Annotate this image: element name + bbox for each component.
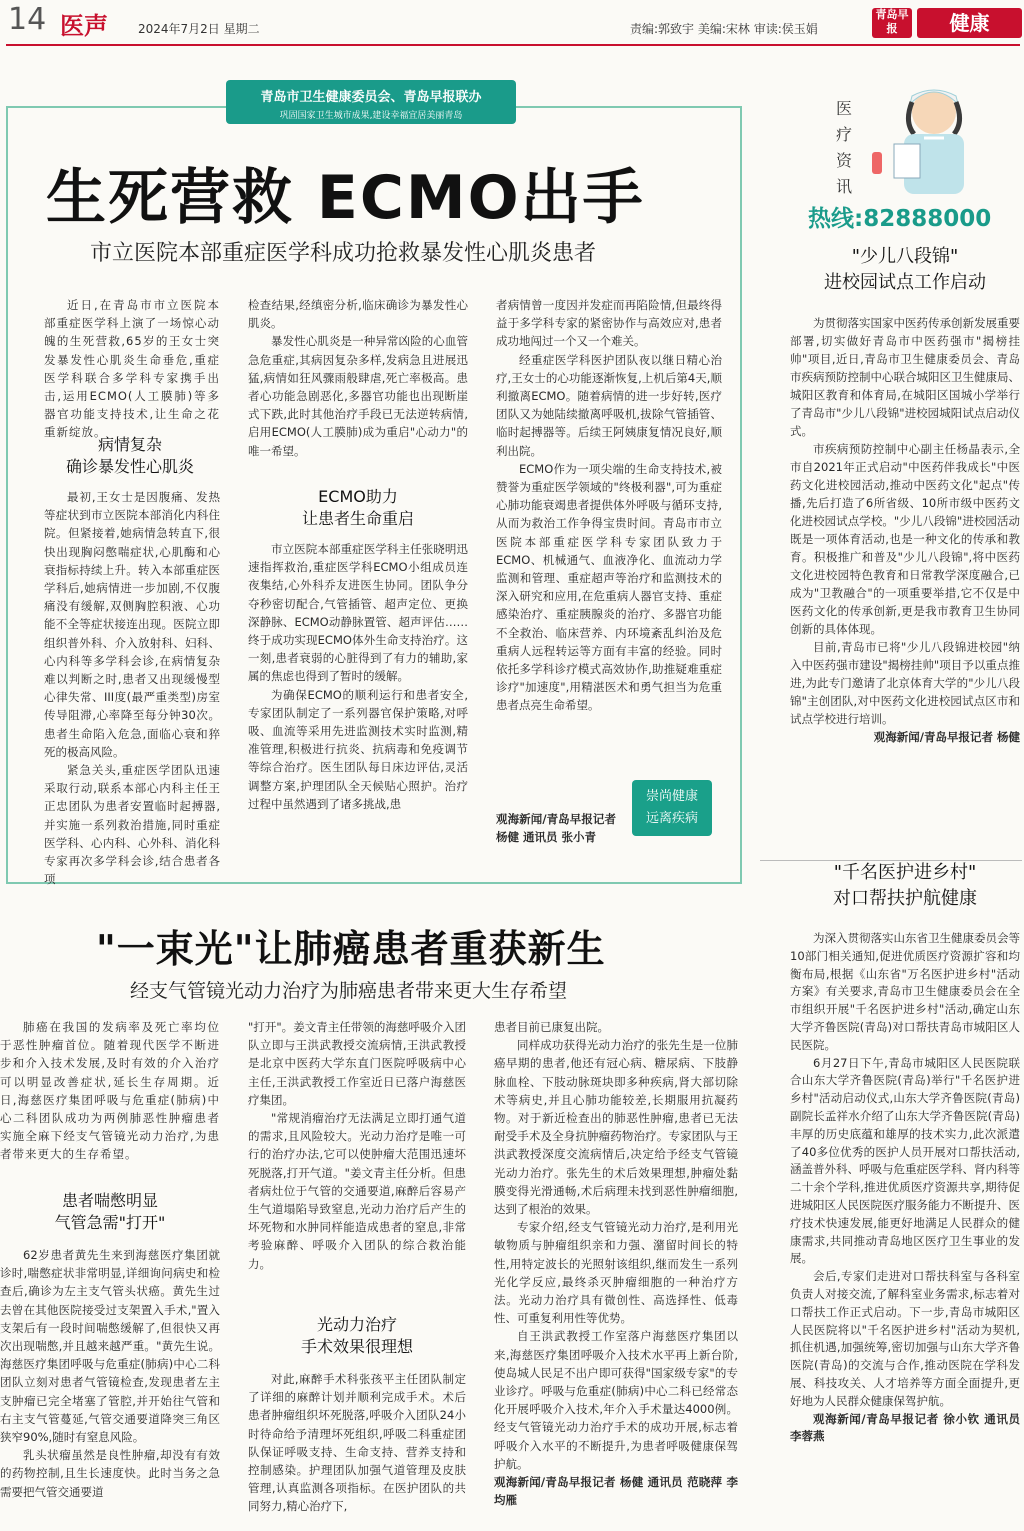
health-slogan-stamp: 崇尚健康 远离疾病 xyxy=(632,780,712,836)
right-a2-byline: 观海新闻/青岛早报记者 徐小钦 通讯员 李蓉燕 xyxy=(790,1411,1020,1444)
article1-col2 xyxy=(248,296,468,460)
article1-col2b xyxy=(248,540,468,813)
article1-p7: 者病情曾一度因并发症而再陷险情,但最终得益于多学科专家的紧密协作与高效应对,患者成功地闯过一个又一个难关。 xyxy=(496,298,722,349)
article2-p2: 乳头状瘤虽然是良性肿瘤,却没有有效的药物控制,且生长速度快。此时当务之急需要把气管交通要道 xyxy=(0,1448,220,1499)
banner-line2: 巩固国家卫生城市成果,建设幸福宜居美丽青岛 xyxy=(279,111,463,121)
right-article2-title: "千名医护进乡村" 对口帮扶护航健康 xyxy=(833,862,977,909)
article2-p5: 对此,麻醉手术科张孩平主任团队制定了详细的麻醉计划并顺利完成手术。术后患者肿瘤组织坏死脱落,呼吸介入团队24小时待命给予清理坏死组织,呼吸二科重症团队保证呼吸支持、生命支持、营养支持和控制感染。护理团队加强气道管理及皮肤管理,认真监测各项指标。在医护团队的共同努力,精心治疗下, xyxy=(248,1372,466,1514)
article2-p3: "打开"。姜文青主任带领的海慈呼吸介入团队立即与王洪武教授交流病情,王洪武教授是北京中医药大学东直门医院呼吸病中心主任,王洪武教授工作室近日已落户海慈医疗集团。 xyxy=(248,1020,466,1107)
article1-col1b xyxy=(44,488,220,888)
article2-subtitle: 经支气管镜光动力治疗为肺癌患者带来更大生存希望 xyxy=(130,980,568,1002)
right-article1-body xyxy=(790,314,1020,746)
article2-title: "一束光"让肺癌患者重获新生 xyxy=(96,927,606,971)
article1-p1: 最初,王女士是因腹痛、发热等症状到市立医院本部消化内科住院。但紧接着,她病情急转直下,很快出现胸闷憋喘症状,心肌酶和心衰指标持续上升。转入本部重症医学科后,她病情进一步加剧,不仅腹痛没有缓解,双侧胸腔积液、心功能不全等症状接连出现。医院立即组织普外科、介入放射科、妇科、心内科等多学科会诊,在病情复杂难以判断之时,患者又出现缓慢型心律失常、III度(最严重类型)房室传导阻滞,心率降至每分钟30次。患者生命陷入危急,面临心衰和猝死的极高风险。 xyxy=(44,490,220,759)
article1-heading1: 病情复杂 确诊暴发性心肌炎 xyxy=(65,435,194,476)
article1-p8: 经重症医学科医护团队夜以继日精心治疗,王女士的心功能逐渐恢复,上机后第4天,顺利撤离ECMO。随着病情的进一步好转,医疗团队又为她陆续撤离呼吸机,拔除气管插管、临时起搏器等。后续王阿姨康复情况良好,顺利出院。 xyxy=(496,352,722,458)
right-a1-p2: 市疾病预防控制中心副主任杨晶表示,全市自2021年正式启动"中医药伴我成长"中医药文化进校园活动,推动中医药文化"起点"传播,先后打造了6所省级、10所市级中医药文化进校园试点学校。"少儿八段锦"进校园活动既是一项体育活动,也是一种文化的传承和教育。积极推广和普及"少儿八段锦",将中医药文化进校园特色教育和日常教学深度融合,已成为"卫教融合"的一项重要举措,它不仅是中医药文化的传承创新,更是我市教育卫生协同创新的具体体现。 xyxy=(790,442,1020,636)
right-a2-p3: 会后,专家们走进对口帮扶科室与各科室负责人对接交流,了解科室业务需求,标志着对口帮扶工作正式启动。下一步,青岛市城阳区人民医院将以"千名医护进乡村"活动为契机,抓住机遇,加强统筹,密切加强与山东大学齐鲁医院(青岛)的交流与合作,推动医院在学科发展、科技攻关、人才培养等方面全面提升,更好地为人民群众健康保驾护航。 xyxy=(790,1269,1020,1408)
right-a1-p1: 为贯彻落实国家中医药传承创新发展重要部署,切实做好青岛市中医药强市"揭榜挂帅"项目,近日,青岛市卫生健康委员会、青岛市疾病预防控制中心联合城阳区卫生健康局、城阳区教育和体育局,在城阳区国城小学举行了青岛市"少儿八段锦"进校园城阳试点启动仪式。 xyxy=(790,316,1020,438)
sponsor-banner xyxy=(226,80,516,124)
section-name: 医声 xyxy=(60,12,108,40)
nurse-illustration-icon xyxy=(864,82,1014,202)
article2-heading1: 患者喘憋明显 气管急需"打开" xyxy=(54,1191,166,1232)
page-header xyxy=(0,0,1024,44)
right-a1-p3: 目前,青岛市已将"少儿八段锦进校园"纳入中医药强市建设"揭榜挂帅"项目予以重点推进,为此专门邀请了北京体育大学的"少儿八段锦"主创团队,对中医药文化进校园试点区市和试点学校进行培训。 xyxy=(790,640,1020,726)
right-a2-p2: 6月27日下午,青岛市城阳区人民医院联合山东大学齐鲁医院(青岛)举行"千名医护进乡村"活动启动仪式,山东大学齐鲁医院(青岛)副院长孟祥水介绍了山东大学齐鲁医院(青岛)丰厚的历史底蕴和雄厚的技术实力,此次派遣了40多位优秀的医护人员开展对口帮扶活动,涵盖普外科、呼吸与危重症医学科、肾内科等二十余个学科,推进优质医疗资源共享,期待促进城阳区人民医院医疗服务能力不断提升、医疗技术快速发展,能更好地满足人民群众的健康需求,共同推动青岛地区医疗卫生事业的发展。 xyxy=(790,1055,1020,1266)
article2-p8: 专家介绍,经支气管镜光动力治疗,是利用光敏物质与肿瘤组织亲和力强、潴留时间长的特性,用特定波长的光照射该组织,继而发生一系列光化学反应,最终杀灭肿瘤细胞的一种治疗方法。光动力治疗具有微创性、高选择性、低毒性、可重复利用性等优势。 xyxy=(494,1220,738,1326)
article1-p3: 检查结果,经缜密分析,临床确诊为暴发性心肌炎。 xyxy=(248,298,468,331)
right-a2-p1: 为深入贯彻落实山东省卫生健康委员会等10部门相关通知,促进优质医疗资源扩容和均衡布局,根据《山东省"万名医护进乡村"活动方案》有关要求,青岛市卫生健康委员会在全市组织开展"千名医护进乡村"活动,确定山东大学齐鲁医院(青岛)对口帮扶青岛市城阳区人民医院。 xyxy=(790,931,1020,1052)
article1-heading2: ECMO助力 让患者生命重启 xyxy=(301,487,414,528)
article1-col3 xyxy=(496,296,722,715)
page-number: 14 xyxy=(8,2,47,37)
article2-p7: 同样成功获得光动力治疗的张先生是一位肺癌早期的患者,他还有冠心病、糖尿病、下肢静脉血栓、下肢动脉斑块即多种疾病,肾大部切除术等病史,并且心肺功能较差,长期服用抗凝药物。对于新近检查出的肺恶性肿瘤,患者已无法耐受手术及全身抗肿瘤药物治疗。专家团队与王洪武教授深度交流病情后,决定给予经支气管镜光动力治疗。张先生的术后效果理想,肿瘤处黏膜变得光滑通畅,术后病理未找到恶性肿瘤细胞,达到了根治的效果。 xyxy=(494,1038,738,1217)
article2-byline: 观海新闻/青岛早报记者 杨健 通讯员 范晓萍 李均雁 xyxy=(494,1475,738,1508)
hotline-number: 热线:82888000 xyxy=(808,206,992,232)
article1-p2: 紧急关头,重症医学团队迅速采取行动,联系本部心内科主任王正忠团队为患者安置临时起搏器,并实施一系列救治措施,同时重症医学科、心内科、心外科、消化科专家再次多学科会诊,结合患者各项 xyxy=(44,763,220,887)
column-title: 健康 xyxy=(917,8,1022,38)
issue-date: 2024年7月2日 星期二 xyxy=(138,22,260,36)
right-a1-byline: 观海新闻/青岛早报记者 杨健 xyxy=(873,730,1020,744)
article2-p1: 62岁患者黄先生来到海慈医疗集团就诊时,喘憋症状非常明显,详细询问病史和检查后,确诊为左主支气管头状癌。黄先生过去曾在其他医院接受过支架置入手术,"置入支架后有一段时间喘憋缓解了,但很快又再次出现喘憋,并且越来越严重。"黄先生说。海慈医疗集团呼吸与危重症(肺病)中心二科团队立刻对患者气管镜检查,发现患者左主支肿瘤已完全堵塞了管腔,并开始往气管和右主支气管蔓延,气管交通要道降突三角区狭窄90%,随时有窒息风险。 xyxy=(0,1248,220,1445)
header-divider xyxy=(6,44,1020,46)
article1-p9: ECMO作为一项尖端的生命支持技术,被赞誉为重症医学领域的"终极利器",可为重症心肺功能衰竭患者提供体外呼吸与循环支持,从而为救治工作争得宝贵时间。青岛市市立医院本部重症医学科专家团队致力于ECMO、机械通气、血液净化、血流动力学监测和管理、重症超声等治疗和监测技术的深入研究和应用,在危重病人器官支持、重症感染治疗、重症胰腺炎的治疗、多器官功能不全救治、临床营养、内环境紊乱纠治及危重病人远程转运等方面有丰富的经验。同时依托多学科诊疗模式高效协作,助推疑难重症诊疗"加速度",用精湛医术和勇气担当为危重患者点亮生命希望。 xyxy=(496,461,722,713)
article1-title: 生死营救 ECMO出手 xyxy=(46,163,645,233)
article1-lead: 近日,在青岛市市立医院本部重症医学科上演了一场惊心动魄的生死营救,65岁的王女士突发暴发性心肌炎生命垂危,重症医学科联合多学科专家携手出击,运用ECMO(人工膜肺)等多器官功能支持技术,让生命之花重新绽放。 xyxy=(44,298,220,440)
newspaper-logo: 青岛早报 xyxy=(872,8,912,38)
article1-col1 xyxy=(44,296,220,442)
article1-p4: 暴发性心肌炎是一种异常凶险的心血管急危重症,其病因复杂多样,发病急且进展迅猛,病情如狂风骤雨般肆虐,死亡率极高。患者心功能急剧恶化,多器官功能也出现断崖式下跌,此时其他治疗手段已无法逆转病情,启用ECMO(人工膜肺)成为重启"心动力"的唯一希望。 xyxy=(248,334,468,458)
medical-info-label: 医疗资讯 xyxy=(836,99,853,196)
article2-col1b xyxy=(0,1246,220,1501)
right-article2-body xyxy=(790,930,1020,1446)
article2-col1 xyxy=(0,1018,220,1164)
article2-p9: 自王洪武教授工作室落户海慈医疗集团以来,海慈医疗集团呼吸介入技术水平再上新台阶,使岛城人民足不出户即可获得"国家级专家"的专业诊疗。呼吸与危重症(肺病)中心二科已经常态化开展呼吸介入技术,年介入手术量达4000例。经支气管镜光动力治疗手术的成功开展,标志着呼吸介入水平的不断提升,为患者呼吸健康保驾护航。 xyxy=(494,1329,738,1471)
article1-byline: 观海新闻/青岛早报记者 杨健 通讯员 张小青 xyxy=(496,812,616,845)
article1-subtitle: 市立医院本部重症医学科成功抢救暴发性心肌炎患者 xyxy=(90,241,597,266)
editor-credits: 责编:郭致宇 美编:宋林 审读:侯玉娟 xyxy=(630,22,818,36)
article2-heading2: 光动力治疗 手术效果很理想 xyxy=(300,1315,413,1356)
article2-col3 xyxy=(494,1018,738,1509)
banner-line1: 青岛市卫生健康委员会、青岛早报联办 xyxy=(260,90,482,105)
article2-p4: "常规消瘤治疗无法满足立即打通气道的需求,且风险较大。光动力治疗是唯一可行的治疗办法,它可以使肿瘤大范围迅速坏死脱落,打开气道。"姜文青主任分析。但患者病灶位于气管的交通要道,麻醉后容易产生气道塌陷导致窒息,光动力治疗后产生的坏死物和水肿同样能造成患者的窒息,非常考验麻醉、呼吸介入团队的综合救治能力。 xyxy=(248,1111,466,1271)
right-article1-title: "少儿八段锦" 进校园试点工作启动 xyxy=(824,246,986,293)
article2-p6: 患者目前已康复出院。 xyxy=(494,1020,609,1034)
article1-p6: 为确保ECMO的顺利运行和患者安全,专家团队制定了一系列器官保护策略,对呼吸、血流等采用先进监测技术实时监测,精准管理,积极进行抗炎、抗病毒和免疫调节等综合治疗。医生团队每日床边评估,灵活调整方案,护理团队全天候贴心照护。治疗过程中虽然遇到了诸多挑战,患 xyxy=(248,687,468,811)
article2-lead: 肺癌在我国的发病率及死亡率均位于恶性肿瘤首位。随着现代医学不断进步和介入技术发展,及时有效的介入治疗可以明显改善症状,延长生存周期。近日,海慈医疗集团呼吸与危重症(肺病)中心二科团队成功为两例肺恶性肿瘤患者实施全麻下经支气管镜光动力治疗,为患者带来更大的生存希望。 xyxy=(0,1020,220,1162)
article2-col2b xyxy=(248,1370,466,1516)
article1-p5: 市立医院本部重症医学科主任张晓明迅速指挥救治,重症医学科ECMO小组成员连夜集结,心外科乔友进医生协同。团队争分夺秒密切配合,气管插管、超声定位、更换深静脉、ECMO动静脉置管、超声评估……终于成功实现ECMO体外生命支持治疗。这一刻,患者衰弱的心脏得到了有力的辅助,家属的焦虑也得到了暂时的缓解。 xyxy=(248,542,468,684)
article2-col2 xyxy=(248,1018,466,1273)
